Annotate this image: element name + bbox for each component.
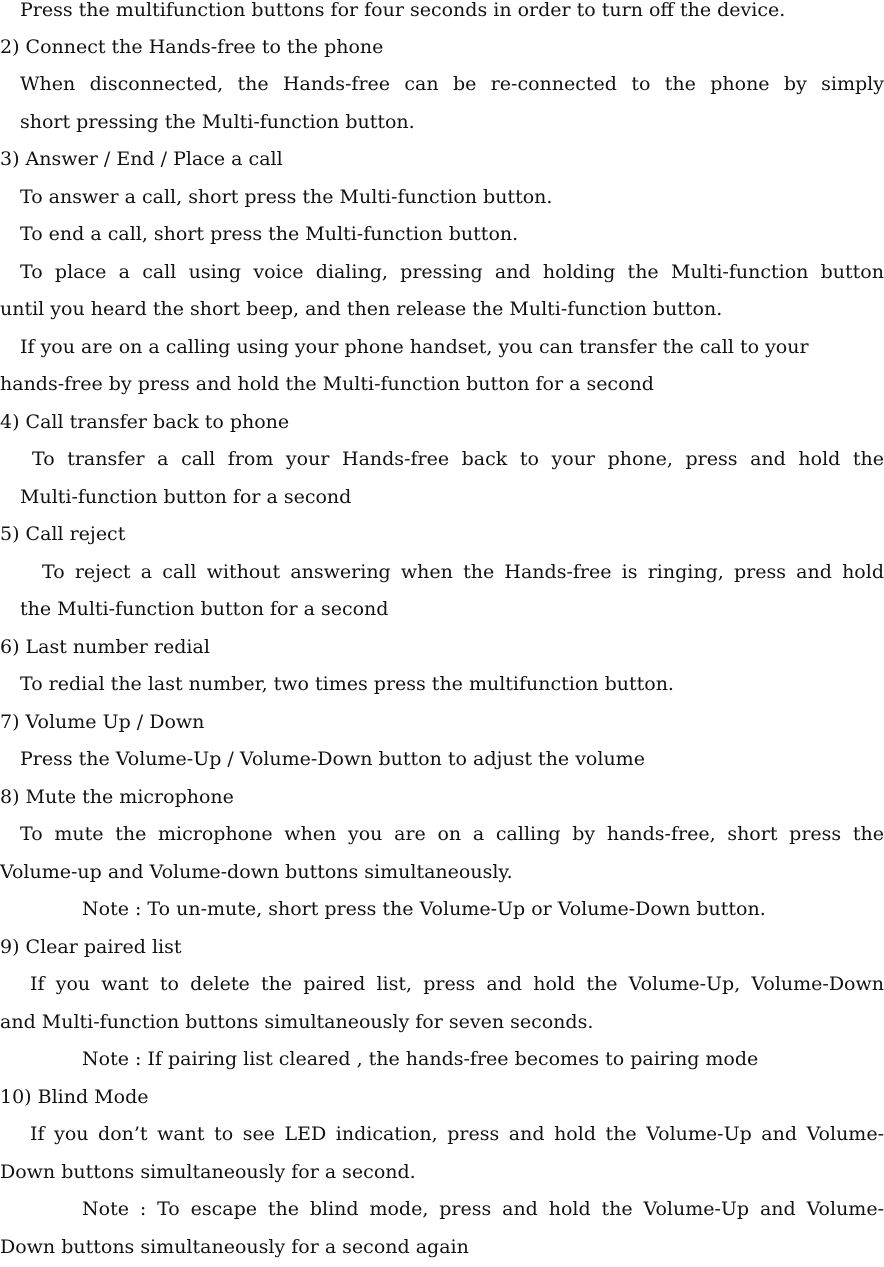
text-line: To reject a call without answering when the Hands-free is ringing, press and hold [42,561,884,583]
text-line: Volume-up and Volume-down buttons simultaneously. [0,861,513,883]
text-line: To answer a call, short press the Multi-function button. [20,186,553,208]
note-line: Note : To un-mute, short press the Volume-Up or Volume-Down button. [82,898,766,920]
text-line: the Multi-function button for a second [20,598,389,620]
section-heading: 8) Mute the microphone [0,786,234,808]
text-line: To redial the last number, two times press the multifunction button. [20,673,674,695]
section-heading: 9) Clear paired list [0,936,182,958]
section-heading: 4) Call transfer back to phone [0,411,290,433]
text-line: To place a call using voice dialing, pressing and holding the Multi-function button [20,261,884,283]
text-line: To end a call, short press the Multi-function button. [20,223,519,245]
text-line: Press the Volume-Up / Volume-Down button to adjust the volume [20,748,645,770]
text-line: Multi-function button for a second [20,486,352,508]
text-line: To mute the microphone when you are on a calling by hands-free, short press the [20,823,884,845]
text-line: If you want to delete the paired list, press and hold the Volume-Up, Volume-Down [30,973,884,995]
section-heading: 6) Last number redial [0,636,210,658]
text-line: and Multi-function buttons simultaneously for seven seconds. [0,1011,594,1033]
text-line: To transfer a call from your Hands-free back to your phone, press and hold the [32,448,884,470]
text-line: Down buttons simultaneously for a second again [0,1236,469,1258]
note-line: Note : To escape the blind mode, press and hold the Volume-Up and Volume- [82,1198,884,1220]
text-line: Press the multifunction buttons for four seconds in order to turn off the device. [20,0,786,21]
text-line: until you heard the short beep, and then release the Multi-function button. [0,298,723,320]
text-line: short pressing the Multi-function button. [20,111,415,133]
note-line: Note : If pairing list cleared , the hands-free becomes to pairing mode [82,1048,759,1070]
text-line: hands-free by press and hold the Multi-function button for a second [0,373,654,395]
text-line: Down buttons simultaneously for a second. [0,1161,416,1183]
section-heading: 2) Connect the Hands-free to the phone [0,36,384,58]
section-heading: 7) Volume Up / Down [0,711,205,733]
text-line: If you don’t want to see LED indication, press and hold the Volume-Up and Volume- [30,1123,884,1145]
section-heading: 10) Blind Mode [0,1086,149,1108]
section-heading: 3) Answer / End / Place a call [0,148,283,170]
text-line: When disconnected, the Hands-free can be re-connected to the phone by simply [20,73,884,95]
section-heading: 5) Call reject [0,523,126,545]
text-line: If you are on a calling using your phone handset, you can transfer the call to your [20,336,809,358]
